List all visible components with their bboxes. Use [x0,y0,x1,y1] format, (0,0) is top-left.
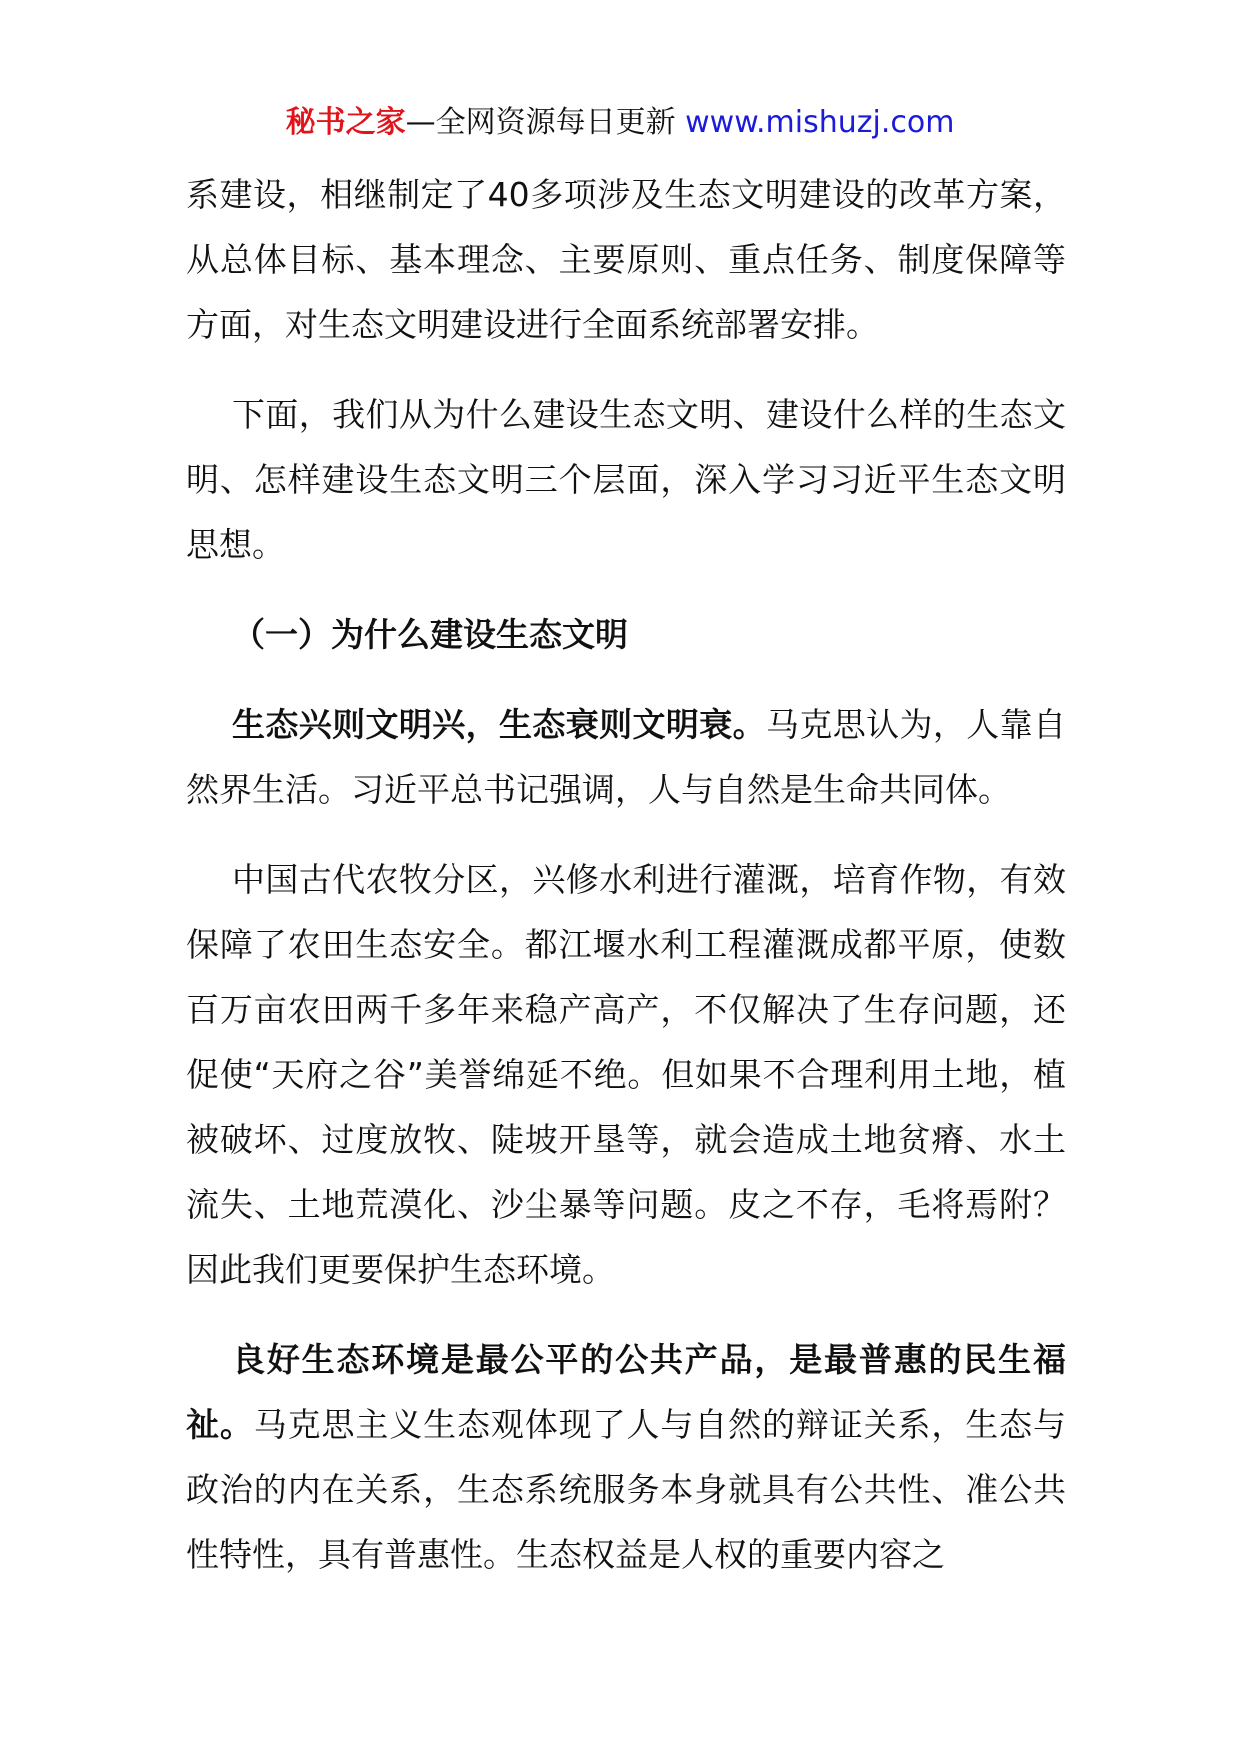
brand-name: 秘书之家 [285,105,406,140]
site-header [0,103,1240,143]
paragraph-lead: 生态兴则文明兴，生态衰则文明衰。 [232,705,766,744]
site-url-link[interactable]: www.mishuzj.com [685,105,955,140]
paragraph-text: 中国古代农牧分区，兴修水利进行灌溉，培育作物，有效保障了农田生态安全。都江堰水利工程灌溉成都平原，使数百万亩农田两千多年来稳产高产，不仅解决了生存问题，还促使“天府之谷”美誉绵延不绝。但如果不合理利用土地，植被破坏、过度放牧、陡坡开垦等，就会造成土地贫瘠、水土流失、土地荒漠化、沙尘暴等问题。皮之不存，毛将焉附？因此我们更要保护生态环境。 [186,860,1066,1289]
paragraph-2 [186,382,1066,577]
paragraph-lead: 良好生态环境是最公平的公共产品，是最普惠的民生福祉。 [186,1340,1066,1444]
paragraph-3 [186,692,1066,822]
section-heading: （一）为什么建设生态文明 [232,615,628,654]
document-body [186,162,1066,1612]
paragraph-text: 下面，我们从为什么建设生态文明、建设什么样的生态文明、怎样建设生态文明三个层面，深入学习习近平生态文明思想。 [186,395,1066,564]
paragraph-text: 马克思认为，人靠自然界生活。习近平总书记强调，人与自然是生命共同体。 [186,705,1066,809]
paragraph-5 [186,1327,1066,1587]
header-tagline: —全网资源每日更新 [405,105,686,140]
paragraph-1 [186,162,1066,357]
paragraph-text: 系建设，相继制定了40多项涉及生态文明建设的改革方案，从总体目标、基本理念、主要原则、重点任务、制度保障等方面，对生态文明建设进行全面系统部署安排。 [186,175,1066,344]
paragraph-text: 马克思主义生态观体现了人与自然的辩证关系，生态与政治的内在关系，生态系统服务本身就具有公共性、准公共性特性，具有普惠性。生态权益是人权的重要内容之 [186,1405,1067,1574]
paragraph-4 [186,847,1066,1302]
